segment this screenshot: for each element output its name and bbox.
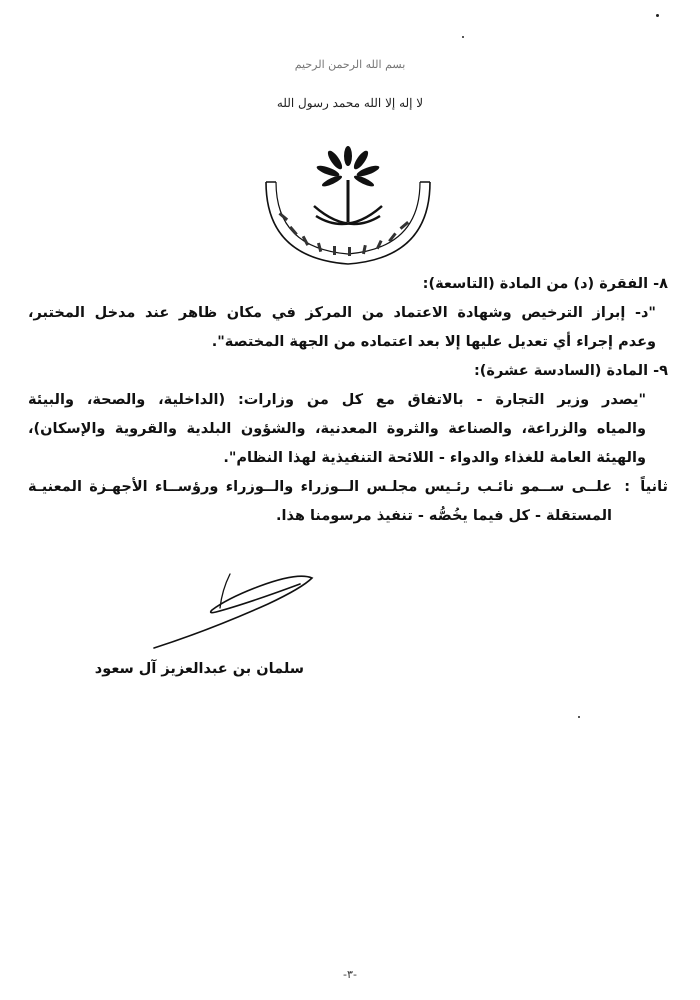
scan-speck (578, 716, 580, 718)
page-number: -٣- (343, 968, 357, 981)
scan-speck (462, 36, 464, 38)
secondly-clause (28, 473, 668, 502)
decree-body (28, 270, 668, 531)
item-9-line-1: "يصدر وزير التجارة - بالاتفاق مع كل من وزارات: (الداخلية، والصحة، والبيئة (28, 392, 646, 408)
secondly-label: ثانياً (640, 479, 668, 495)
secondly-line-1: علــى ســمو نائـب رئـيس مجلـس الــوزراء والــوزراء ورؤســاء الأجهـزة المعنيـة (28, 479, 612, 495)
item-8-line-2: وعدم إجراء أي تعديل عليها إلا بعد اعتماده من الجهة المختصة". (211, 334, 656, 350)
secondly-line-2: المستقلة - كل فيما يخُصُّه - تنفيذ مرسومنا هذا. (276, 508, 612, 524)
item-9-line-3: والهيئة العامة للغذاء والدواء - اللائحة التنفيذية لهذا النظام". (223, 450, 646, 466)
secondly-colon: : (624, 479, 630, 495)
item-9-heading: ٩- المادة (السادسة عشرة): (473, 363, 668, 379)
scan-speck (656, 14, 659, 17)
shahada-motto: لا إله إلا الله محمد رسول الله (276, 96, 424, 110)
handwritten-signature (150, 560, 320, 655)
saudi-emblem-icon (258, 140, 438, 270)
basmala: بسم الله الرحمن الرحيم (294, 58, 406, 71)
item-8-heading: ٨- الفقرة (د) من المادة (التاسعة): (422, 276, 668, 292)
item-9-line-2: والمياه والزراعة، والصناعة والثروة المعدنية، والشؤون البلدية والقروية والإسكان)، (28, 421, 646, 437)
signer-name: سلمان بن عبدالعزيز آل سعود (94, 661, 304, 677)
item-8-line-1: "د- إبراز الترخيص وشهادة الاعتماد من المركز في مكان ظاهر عند مدخل المختبر، (28, 305, 656, 321)
